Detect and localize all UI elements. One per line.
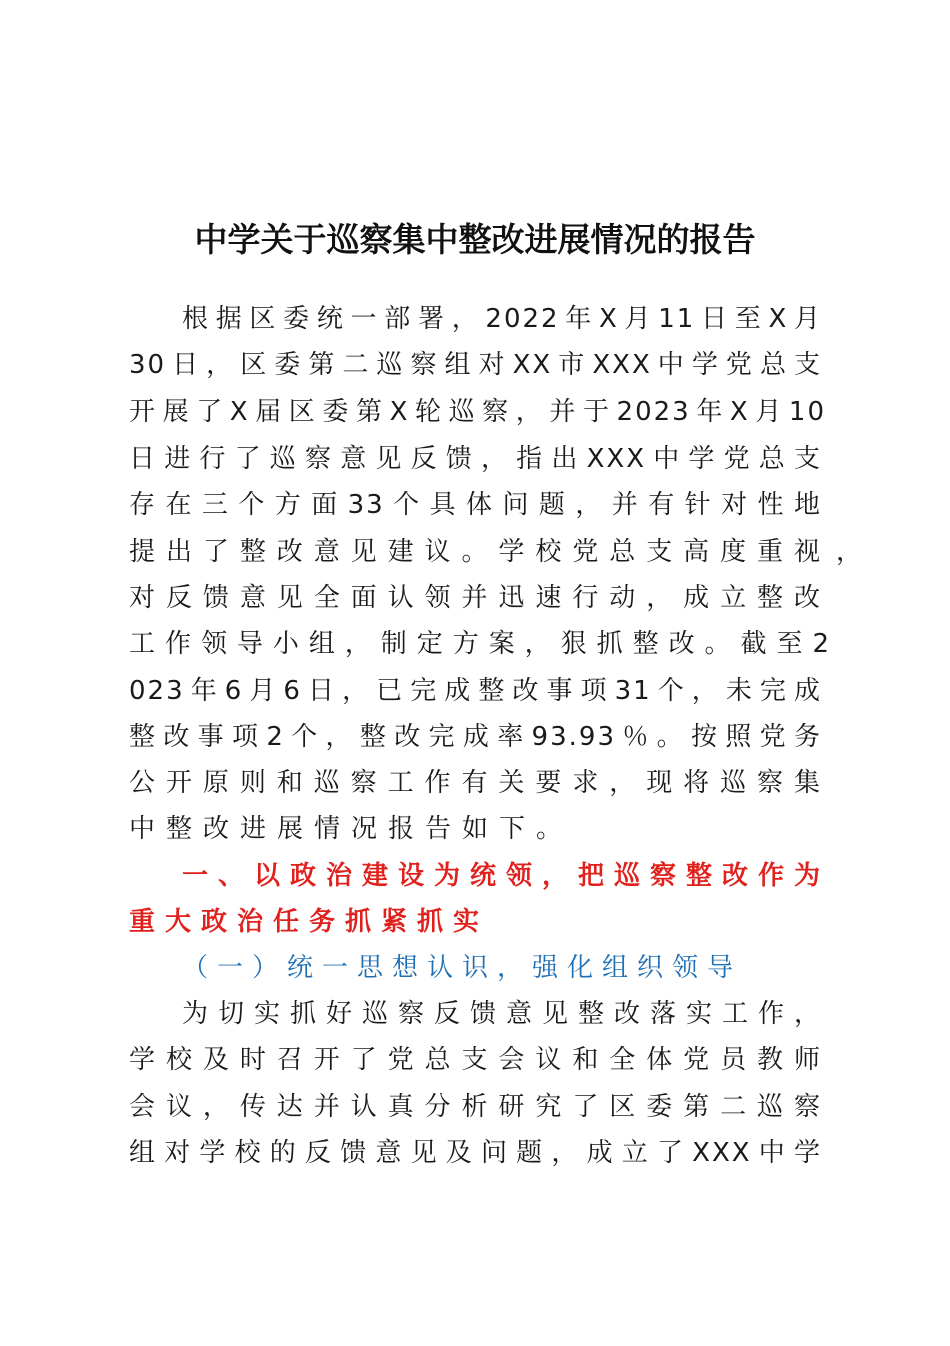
- subsection-heading: （一）统一思想认识，强化组织领导: [182, 953, 743, 983]
- paragraph-line: 中整改进展情况报告如下。: [129, 814, 574, 844]
- paragraph-line: 提出了整改意见建议。学校党总支高度重视: [129, 537, 822, 567]
- paragraph-line: 整改事项2个，整改完成率93.93％。按照党务: [129, 722, 822, 752]
- paragraph-line: 根据区委统一部署，2022年X月11日至X月: [182, 304, 822, 334]
- paragraph-line: 30日，区委第二巡察组对XX市XXX中学党总支: [129, 350, 822, 380]
- paragraph-line: 存在三个方面33个具体问题，并有针对性地: [129, 490, 822, 520]
- paragraph-line: 会议，传达并认真分析研究了区委第二巡察: [129, 1092, 822, 1122]
- section-heading-line: 一、以政治建设为统领，把巡察整改作为: [182, 861, 822, 891]
- paragraph-line: 对反馈意见全面认领并迅速行动，成立整改: [129, 583, 822, 613]
- paragraph-line: 学校及时召开了党总支会议和全体党员教师: [129, 1045, 822, 1075]
- paragraph-line: 023年6月6日，已完成整改事项31个，未完成: [129, 676, 822, 706]
- document-title: 中学关于巡察集中整改进展情况的报告: [194, 220, 756, 259]
- paragraph-line: 日进行了巡察意见反馈，指出XXX中学党总支: [129, 444, 822, 474]
- paragraph-line: 开展了X届区委第X轮巡察，并于2023年X月10: [129, 397, 826, 427]
- overflow-punctuation: ，: [836, 537, 863, 567]
- section-heading-line: 重大政治任务抓紧抓实: [129, 907, 490, 937]
- paragraph-line: 为切实抓好巡察反馈意见整改落实工作，: [182, 999, 822, 1029]
- paragraph-line: 工作领导小组，制定方案，狠抓整改。截至2: [129, 629, 831, 659]
- paragraph-line: 公开原则和巡察工作有关要求，现将巡察集: [129, 768, 822, 798]
- paragraph-line: 组对学校的反馈意见及问题，成立了XXX中学: [129, 1138, 822, 1168]
